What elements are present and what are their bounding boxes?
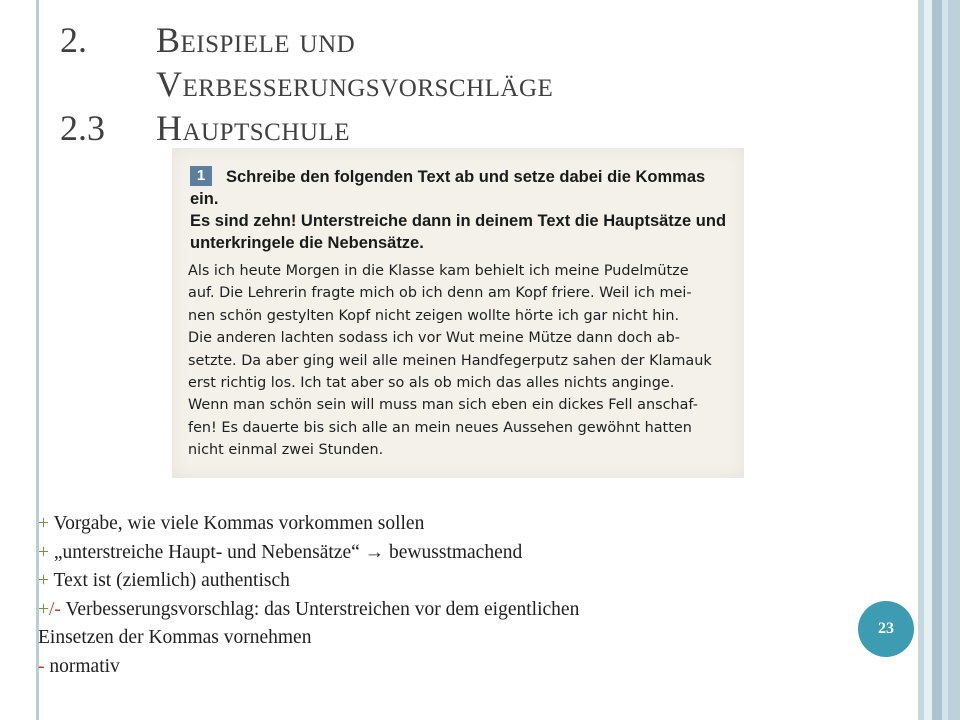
- title-subsection-number: 2.3: [60, 108, 105, 148]
- right-decor-stripe: [948, 0, 960, 720]
- note-item: [38, 539, 858, 568]
- plus-sign: +: [38, 570, 49, 592]
- note-text: Vorgabe, wie viele Kommas vorkommen sollen: [49, 513, 425, 534]
- plus-sign: +: [38, 541, 49, 563]
- exercise-line: fen! Es dauerte bis sich alle an mein neues Aussehen gewöhnt hatten: [188, 419, 692, 436]
- minus-sign: /-: [49, 598, 61, 620]
- title-spacer: [60, 62, 156, 106]
- note-item: [38, 596, 858, 625]
- exercise-line: auf. Die Lehrerin fragte mich ob ich denn am Kopf friere. Weil ich mei-: [188, 285, 692, 302]
- note-text: „unterstreiche Haupt- und Nebensätze“: [49, 541, 360, 563]
- note-text: Einsetzen der Kommas vornehmen: [38, 627, 312, 649]
- note-text: Text ist (ziemlich) authentisch: [49, 570, 290, 592]
- note-item-continued: [38, 624, 858, 653]
- title-section-text: Beispiele und: [156, 20, 356, 60]
- right-decor-stripe: [924, 0, 932, 720]
- evaluation-notes: [38, 510, 858, 682]
- note-item: [38, 510, 858, 539]
- right-decor-stripe: [932, 0, 942, 720]
- plus-sign: +: [38, 598, 49, 620]
- minus-sign: -: [38, 655, 45, 677]
- plus-sign: +: [38, 513, 49, 534]
- exercise-line: Die anderen lachten sodass ich vor Wut meine Mütze dann doch ab-: [188, 330, 680, 347]
- task-line: unterkringele die Nebensätze.: [190, 234, 424, 252]
- exercise-line: nen schön gestylten Kopf nicht zeigen wollte hörte ich gar nicht hin.: [188, 307, 680, 324]
- task-number-badge: 1: [190, 166, 212, 186]
- exercise-line: setzte. Da aber ging weil alle meinen Handfegerputz sahen der Klamauk: [188, 352, 712, 369]
- task-instruction: [190, 166, 730, 254]
- title-subsection-text: Hauptschule: [156, 108, 351, 148]
- note-text: bewusstmachend: [389, 541, 523, 563]
- note-item: [38, 567, 858, 596]
- arrow-right-icon: →: [359, 541, 390, 563]
- exercise-line: nicht einmal zwei Stunden.: [188, 442, 384, 459]
- slide-title: [60, 18, 553, 150]
- task-line: Schreibe den folgenden Text ab und setze dabei die Kommas ein.: [190, 168, 706, 208]
- title-section-text-continued: Verbesserungsvorschläge: [156, 64, 554, 104]
- page-number-badge: 23: [858, 601, 914, 657]
- note-text: normativ: [44, 655, 120, 677]
- note-item: [38, 653, 858, 682]
- exercise-line: erst richtig los. Ich tat aber so als ob mich das alles nichts anginge.: [188, 375, 675, 392]
- note-text: Verbesserungsvorschlag: das Unterstreichen vor dem eigentlichen: [60, 598, 580, 620]
- exercise-line: Wenn man schön sein will muss man sich eben ein dickes Fell anschaf-: [188, 397, 698, 414]
- task-line: Es sind zehn! Unterstreiche dann in deinem Text die Hauptsätze und: [190, 212, 727, 230]
- title-section-number: 2.: [60, 20, 87, 60]
- exercise-line: Als ich heute Morgen in die Klasse kam behielt ich meine Pudelmütze: [188, 263, 689, 279]
- exercise-text: [188, 260, 734, 462]
- textbook-scan: [172, 148, 744, 478]
